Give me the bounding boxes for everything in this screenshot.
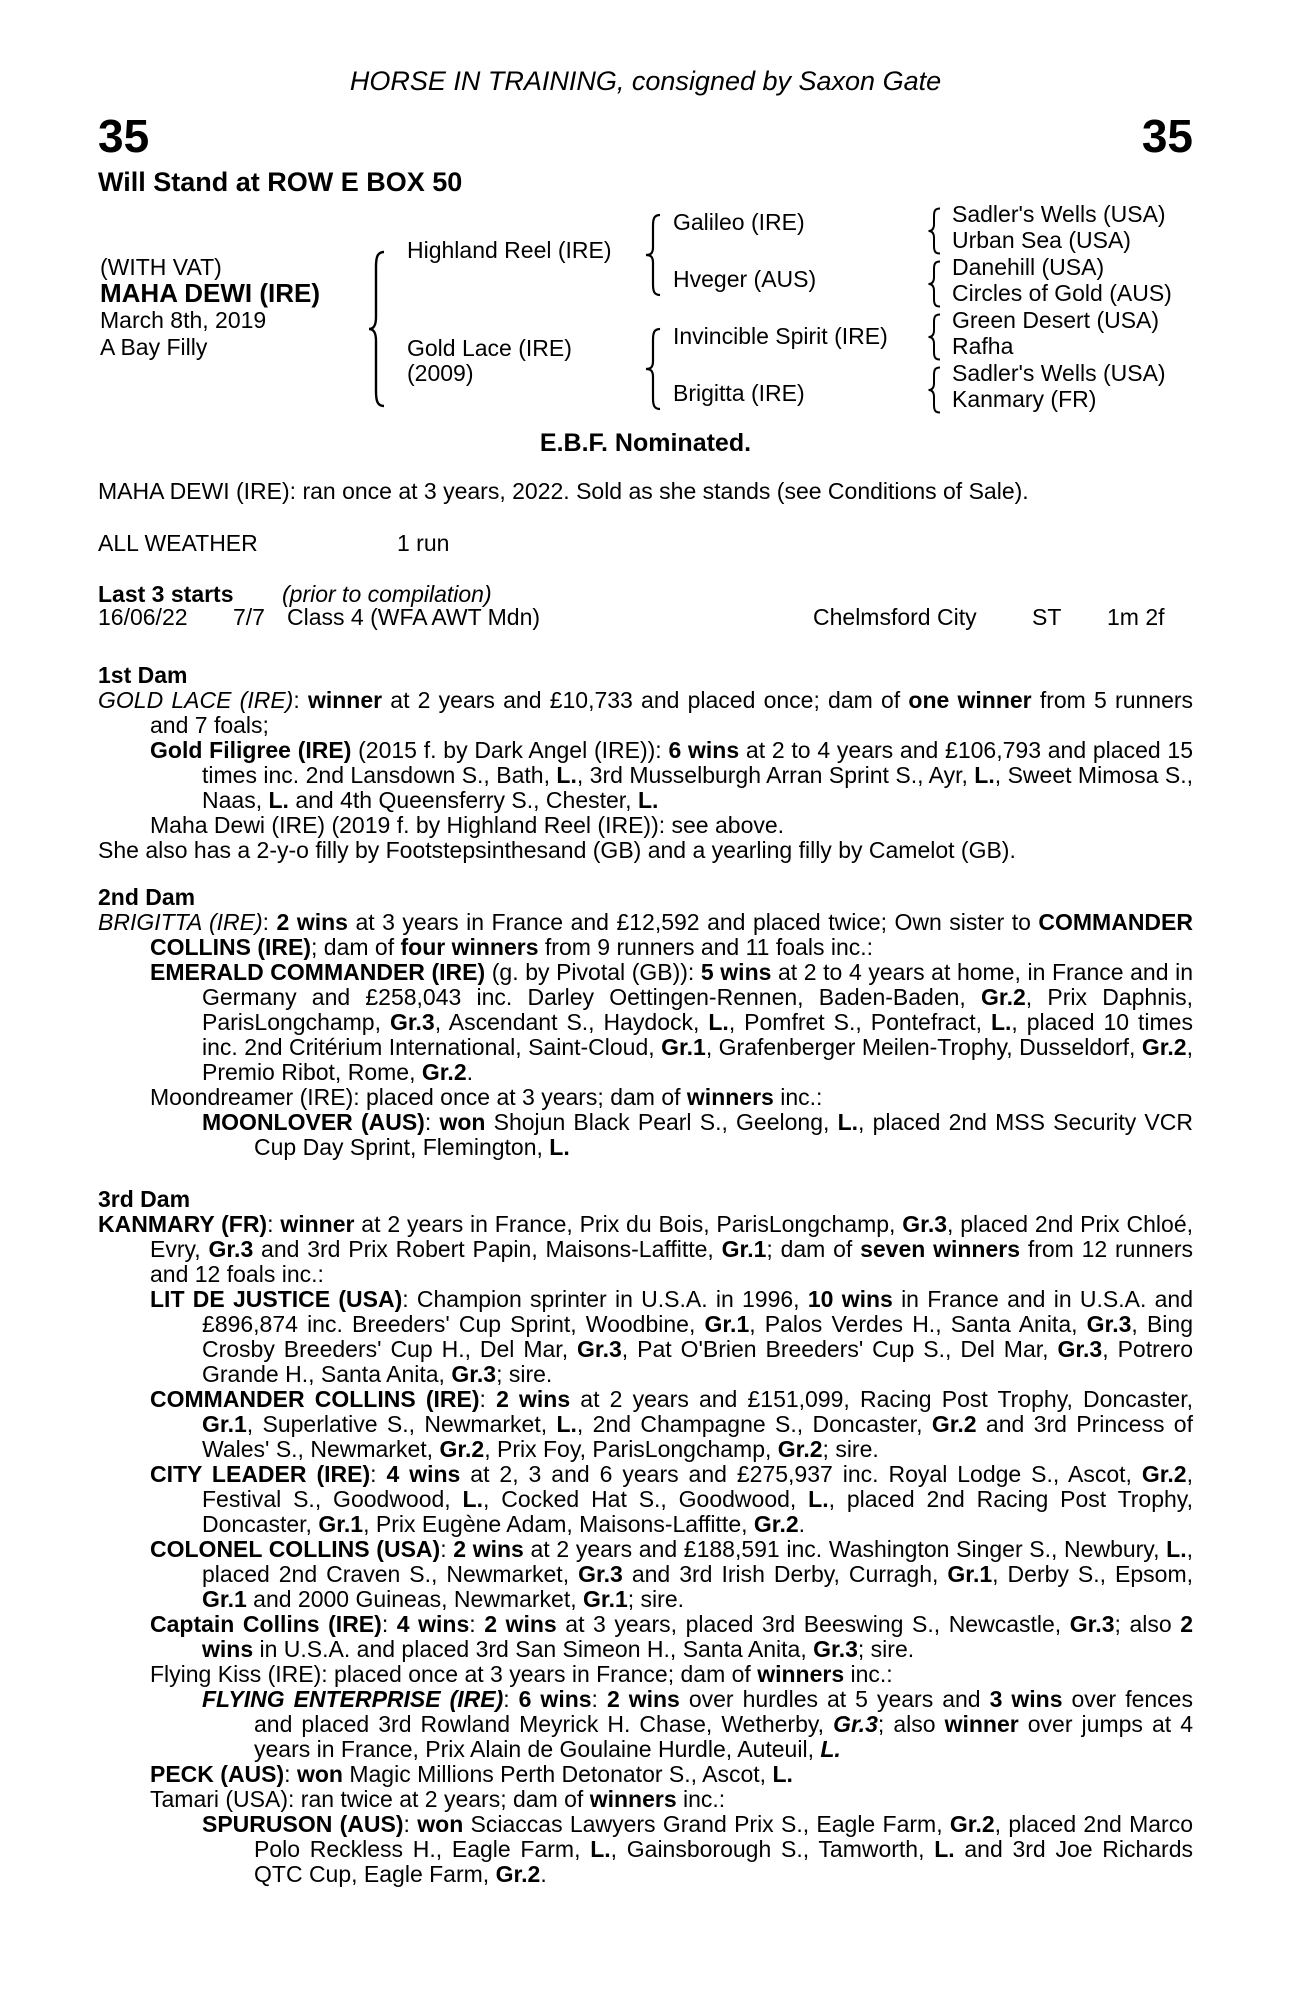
dam-section-paragraphs: [98, 688, 1193, 863]
pedigree-text-paragraph: Tamari (USA): ran twice at 2 years; dam of winners inc.:: [150, 1786, 726, 1812]
g3-sire-sire-dam: Urban Sea (USA): [952, 227, 1131, 253]
g3-dam-dam-dam: Kanmary (FR): [952, 386, 1097, 412]
pedigree-text-paragraph: Captain Collins (IRE): 4 wins: 2 wins at 3 years, placed 3rd Beeswing S., Newcastle, Gr.3; also 2 wins in U.S.A. and placed 3rd San Simeon H., Santa Anita, Gr.3; sire.: [150, 1611, 1194, 1662]
g3-sire-sire-sire: Sadler's Wells (USA): [952, 201, 1166, 227]
ebf-nominated-note: E.B.F. Nominated.: [539, 429, 752, 457]
g3-dam-sire-sire: Green Desert (USA): [952, 307, 1160, 333]
record-surface-row: [98, 531, 1193, 556]
sire-dam: Hveger (AUS): [673, 266, 817, 292]
pedigree-text-paragraph: GOLD LACE (IRE): winner at 2 years and £10,733 and placed once; dam of one winner from 5 runners and 7 foals;: [98, 687, 1194, 738]
sire-name: Highland Reel (IRE): [407, 237, 612, 263]
pedigree-text-paragraph: LIT DE JUSTICE (USA): Champion sprinter in U.S.A. in 1996, 10 wins in France and in U.S.A. and £896,874 inc. Breeders' Cup Sprint, Woodbine, Gr.1, Palos Verdes H., Santa Anita, Gr.3, Bing Crosby Breeders' Cup H., Del Mar, Gr.3, Pat O'Brien Breeders' Cup S., Del Mar, Gr.3, Potrero Grande H., Santa Anita, Gr.3; sire.: [150, 1286, 1193, 1387]
pedigree-brace-sire: [645, 213, 662, 297]
pedigree-brace-g3-3: [927, 313, 942, 361]
runs-count: 1 run: [397, 530, 450, 556]
race-position: 7/7: [233, 604, 265, 630]
pedigree-table: [0, 0, 1314, 430]
g3-dam-dam-sire: Sadler's Wells (USA): [952, 360, 1166, 386]
dam-sire: Invincible Spirit (IRE): [673, 323, 888, 349]
pedigree-text-paragraph: Moondreamer (IRE): placed once at 3 years; dam of winners inc.:: [150, 1084, 823, 1110]
lot-number-left: 35: [98, 110, 150, 162]
pedigree-text-paragraph: PECK (AUS): won Magic Millions Perth Detonator S., Ascot, L.: [150, 1761, 793, 1787]
race-course: Chelmsford City: [813, 604, 977, 630]
pedigree-text-paragraph: BRIGITTA (IRE): 2 wins at 3 years in France and £12,592 and placed twice; Own sister to COMMANDER COLLINS (IRE); dam of four winners from 9 runners and 11 foals inc.:: [98, 909, 1193, 960]
stand-location: Will Stand at ROW E BOX 50: [98, 167, 463, 197]
dam-section-heading: 1st Dam: [98, 662, 188, 688]
pedigree-brace-dam: [645, 327, 662, 411]
dam-section-3: [98, 1187, 1193, 1887]
race-record-summary: MAHA DEWI (IRE): ran once at 3 years, 2022. Sold as she stands (see Conditions of Sale).: [98, 478, 1029, 504]
race-surface: ST: [1032, 604, 1062, 630]
pedigree-brace-main: [368, 250, 386, 408]
consignment-header: HORSE IN TRAINING, consigned by Saxon Gate: [349, 66, 942, 96]
pedigree-brace-g3-4: [927, 366, 942, 414]
pedigree-text-paragraph: Gold Filigree (IRE) (2015 f. by Dark Angel (IRE)): 6 wins at 2 to 4 years and £106,793 and placed 15 times inc. 2nd Lansdown S., Bath, L., 3rd Musselburgh Arran Sprint S., Ayr, L., Sweet Mimosa S., Naas, L. and 4th Queensferry S., Chester, L.: [150, 737, 1194, 813]
surface-label: ALL WEATHER: [98, 530, 258, 556]
pedigree-text-paragraph: CITY LEADER (IRE): 4 wins at 2, 3 and 6 years and £275,937 inc. Royal Lodge S., Ascot, Gr.2, Festival S., Goodwood, L., Cocked Hat S., Goodwood, L., placed 2nd Racing Post Trophy, Doncaster, Gr.1, Prix Eugène Adam, Maisons-Laffitte, Gr.2.: [150, 1461, 1193, 1537]
pedigree-text-paragraph: COMMANDER COLLINS (IRE): 2 wins at 2 years and £151,099, Racing Post Trophy, Doncaster, Gr.1, Superlative S., Newmarket, L., 2nd Champagne S., Doncaster, Gr.2 and 3rd Princess of Wales' S., Newmarket, Gr.2, Prix Foy, ParisLongchamp, Gr.2; sire.: [150, 1386, 1194, 1462]
g3-dam-sire-dam: Rafha: [952, 333, 1014, 359]
pedigree-text-paragraph: She also has a 2-y-o filly by Footstepsinthesand (GB) and a yearling filly by Camelot (GB).: [98, 837, 1016, 863]
pedigree-text-paragraph: Flying Kiss (IRE): placed once at 3 years in France; dam of winners inc.:: [150, 1661, 893, 1687]
g3-sire-dam-dam: Circles of Gold (AUS): [952, 280, 1172, 306]
pedigree-brace-g3-1: [927, 207, 942, 255]
lot-number-right: 35: [1141, 110, 1193, 162]
pedigree-text-paragraph: MOONLOVER (AUS): won Shojun Black Pearl S., Geelong, L., placed 2nd MSS Security VCR Cup Day Sprint, Flemington, L.: [202, 1109, 1193, 1160]
race-date: 16/06/22: [98, 604, 188, 630]
pedigree-brace-g3-2: [927, 260, 942, 308]
colour-sex: A Bay Filly: [100, 334, 208, 360]
dam-section-paragraphs: [98, 1212, 1193, 1887]
dam-section-2: [98, 885, 1193, 1160]
dam-dam: Brigitta (IRE): [673, 380, 805, 406]
last-starts-note: (prior to compilation): [282, 581, 492, 607]
race-class: Class 4 (WFA AWT Mdn): [287, 604, 541, 630]
pedigree-text-paragraph: Maha Dewi (IRE) (2019 f. by Highland Reel (IRE)): see above.: [150, 812, 785, 838]
pedigree-text-paragraph: COLONEL COLLINS (USA): 2 wins at 2 years and £188,591 inc. Washington Singer S., Newbury, L., placed 2nd Craven S., Newmarket, Gr.3 and 3rd Irish Derby, Curragh, Gr.1, Derby S., Epsom, Gr.1 and 2000 Guineas, Newmarket, Gr.1; sire.: [150, 1536, 1194, 1612]
g3-sire-dam-sire: Danehill (USA): [952, 254, 1105, 280]
last-start-row: [98, 605, 1193, 630]
vat-note: (WITH VAT): [100, 254, 222, 280]
dam-year: (2009): [407, 360, 474, 386]
dam-section-paragraphs: [98, 910, 1193, 1160]
race-distance: 1m 2f: [1107, 604, 1165, 630]
pedigree-text-paragraph: KANMARY (FR): winner at 2 years in France, Prix du Bois, ParisLongchamp, Gr.3, placed 2nd Prix Chloé, Evry, Gr.3 and 3rd Prix Robert Papin, Maisons-Laffitte, Gr.1; dam of seven winners from 12 runners and 12 foals inc.:: [98, 1211, 1193, 1287]
last-starts-label: Last 3 starts: [98, 581, 234, 607]
dam-section-heading: 2nd Dam: [98, 884, 196, 910]
dam-section-1: [98, 663, 1193, 863]
horse-name: MAHA DEWI (IRE): [100, 278, 321, 308]
dam-name: Gold Lace (IRE): [407, 335, 572, 361]
pedigree-text-paragraph: FLYING ENTERPRISE (IRE): 6 wins: 2 wins over hurdles at 5 years and 3 wins over fences and placed 3rd Rowland Meyrick H. Chase, Wetherby, Gr.3; also winner over jumps at 4 years in France, Prix Alain de Goulaine Hurdle, Auteuil, L.: [202, 1686, 1193, 1762]
pedigree-text-paragraph: EMERALD COMMANDER (IRE) (g. by Pivotal (GB)): 5 wins at 2 to 4 years at home, in France and in Germany and £258,043 inc. Darley Oettingen-Rennen, Baden-Baden, Gr.2, Prix Daphnis, ParisLongchamp, Gr.3, Ascendant S., Haydock, L., Pomfret S., Pontefract, L., placed 10 times inc. 2nd Critérium International, Saint-Cloud, Gr.1, Grafenberger Meilen-Trophy, Dusseldorf, Gr.2, Premio Ribot, Rome, Gr.2.: [150, 959, 1193, 1085]
dam-section-heading: 3rd Dam: [98, 1186, 191, 1212]
sire-sire: Galileo (IRE): [673, 209, 805, 235]
foaling-date: March 8th, 2019: [100, 307, 267, 333]
pedigree-text-paragraph: SPURUSON (AUS): won Sciaccas Lawyers Grand Prix S., Eagle Farm, Gr.2, placed 2nd Marco Polo Reckless H., Eagle Farm, L., Gainsborough S., Tamworth, L. and 3rd Joe Richards QTC Cup, Eagle Farm, Gr.2.: [202, 1811, 1194, 1887]
